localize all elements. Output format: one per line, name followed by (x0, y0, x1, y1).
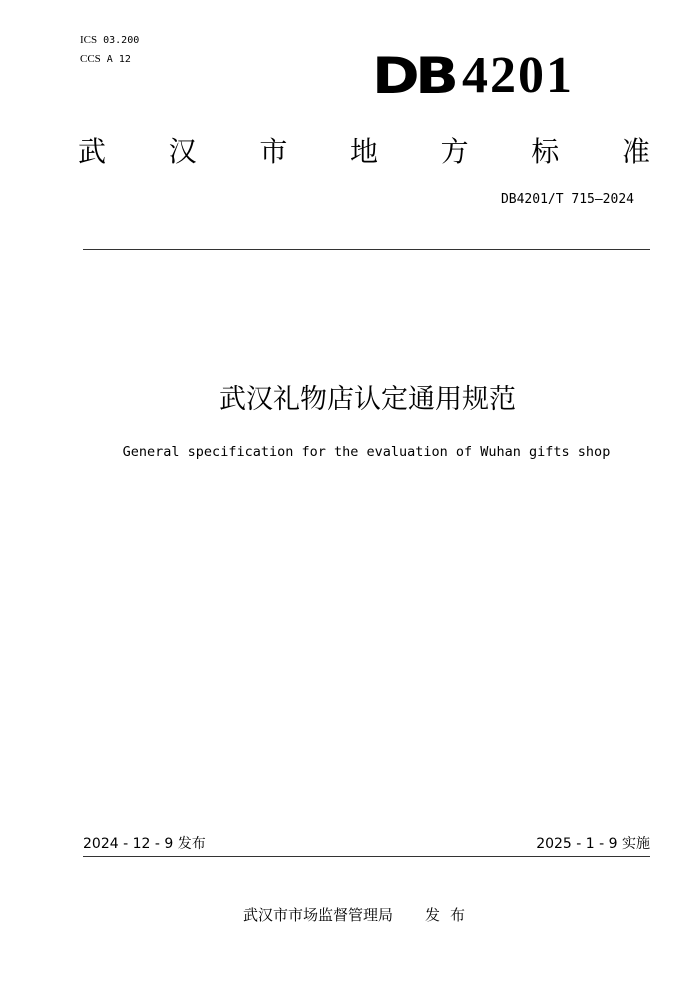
standard-type-char: 准 (621, 135, 650, 168)
ics-line (80, 33, 139, 48)
title-chinese: 武汉礼物店认定通用规范 (219, 384, 516, 415)
ccs-label: CCS (80, 53, 101, 65)
db-logo-number: 4201 (462, 47, 574, 104)
standard-type-char: 标 (531, 135, 560, 168)
issue-date: 2024 - 12 - 9 发布 (83, 836, 206, 852)
standard-type-heading (78, 134, 650, 170)
standard-type-char: 武 (78, 135, 107, 168)
ics-code: 03.200 (103, 35, 140, 46)
publisher-line (0, 904, 700, 926)
standard-type-char: 汉 (168, 135, 197, 168)
implement-date: 2025 - 1 - 9 实施 (536, 836, 650, 852)
standard-number: DB4201/T 715—2024 (500, 192, 634, 207)
title-english: General specification for the evaluation of Wuhan gifts shop (122, 444, 611, 460)
db-logo-prefix: DB (372, 47, 455, 105)
db-logo (372, 47, 574, 105)
standard-type-char: 市 (259, 135, 288, 168)
publisher-name: 武汉市市场监督管理局 (242, 906, 393, 924)
ccs-line (80, 52, 131, 67)
top-divider (83, 249, 650, 250)
ccs-code: A 12 (106, 54, 131, 65)
standard-type-char: 方 (440, 135, 469, 168)
bottom-divider (83, 856, 650, 857)
ics-label: ICS (80, 34, 98, 46)
publisher-action: 发布 (425, 906, 476, 924)
standard-type-char: 地 (349, 135, 378, 168)
